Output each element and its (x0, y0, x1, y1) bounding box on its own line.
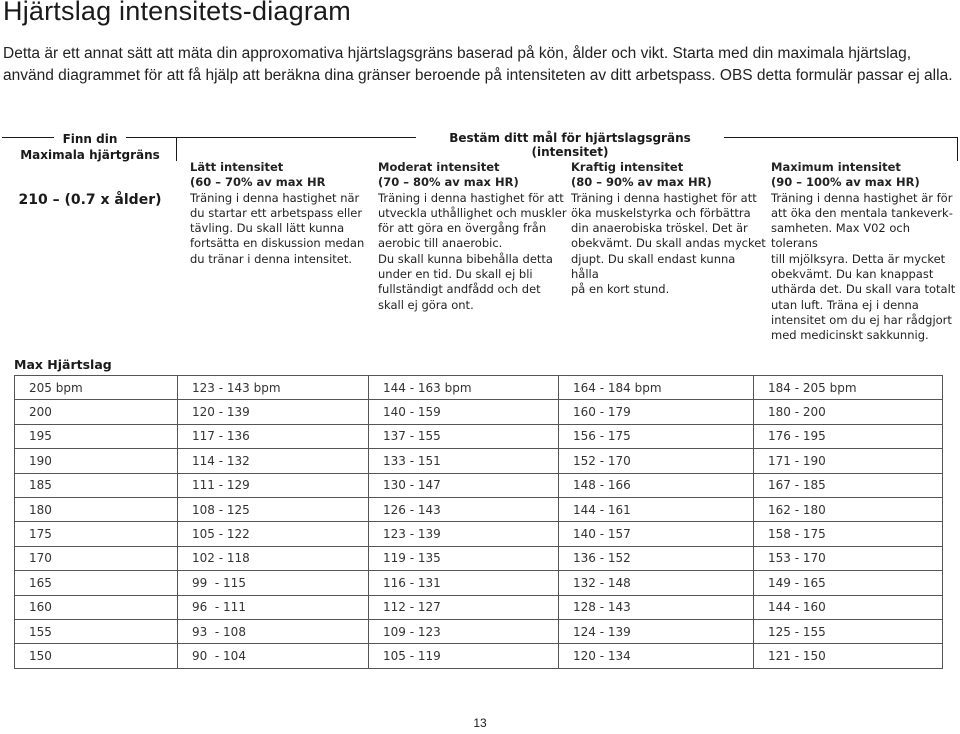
hr-range-cell: 120 - 134 (559, 644, 754, 668)
intensity-text-line: fortsätta en diskussion medan (190, 236, 365, 251)
hr-range-cell: 144 - 161 (559, 497, 754, 521)
hr-range-cell: 117 - 136 (178, 424, 369, 448)
intensity-text-line: med medicinskt sakkunnig. (771, 328, 929, 343)
hr-range-cell: 99 - 115 (178, 571, 369, 595)
hr-range-cell: 153 - 170 (754, 546, 943, 570)
max-hr-table-body (15, 376, 943, 669)
intensity-text-line: på en kort stund. (571, 282, 670, 297)
max-hr-cell: 160 (15, 595, 178, 619)
intensity-title: Lätt intensitet (190, 160, 284, 174)
intensity-text-line: för att göra en övergång från (378, 221, 547, 236)
intensity-text-line: intensitet om du ej har rådgjort (771, 312, 952, 327)
intensity-range: (80 – 90% av max HR) (571, 175, 712, 190)
hr-range-cell: 128 - 143 (559, 595, 754, 619)
hr-range-cell: 156 - 175 (559, 424, 754, 448)
table-row (15, 619, 943, 643)
hr-range-cell: 116 - 131 (369, 571, 559, 595)
hr-range-cell: 125 - 155 (754, 619, 943, 643)
hr-range-cell: 133 - 151 (369, 449, 559, 473)
bestam-heading: Bestäm ditt mål för hjärtslagsgräns (intensitet) (449, 131, 691, 159)
intensity-text-line: obekvämt. Du skall andas mycket (571, 236, 766, 251)
max-hr-cell: 175 (15, 522, 178, 546)
bestam-rule-vertical (957, 137, 958, 161)
hr-range-cell: 167 - 185 (754, 473, 943, 497)
hr-range-cell: 90 - 104 (178, 644, 369, 668)
intensity-range: (90 – 100% av max HR) (771, 175, 920, 190)
intensity-col-moderate (378, 160, 568, 313)
hr-range-cell: 109 - 123 (369, 619, 559, 643)
intensity-title: Kraftig intensitet (571, 160, 684, 174)
intensity-col-vigorous (571, 160, 766, 298)
intensity-text-line: Träning i denna hastighet för att (571, 190, 757, 205)
hr-range-cell: 119 - 135 (369, 546, 559, 570)
intensity-text-line: obekvämt. Du kan knappast (771, 267, 934, 282)
max-hr-table (14, 375, 943, 669)
intensity-text-line: djupt. Du skall endast kunna hålla (571, 251, 736, 282)
intensity-text-line: fullständigt andfådd och det (378, 282, 541, 297)
intro-paragraph: Detta är ett annat sätt att mäta din approxomativa hjärtslagsgräns baserad på kön, ålder och vikt. Starta med din maximala hjärtslag, använd diagrammet för att få hjälp att beräkna dina gränser beroende på intensiteten av ditt arbetspass. OBS detta formulär passar ej alla. (3, 45, 953, 84)
hr-range-cell: 123 - 143 bpm (178, 376, 369, 400)
hr-range-cell: 149 - 165 (754, 571, 943, 595)
max-hr-cell: 155 (15, 619, 178, 643)
intensity-col-light (190, 160, 370, 267)
hr-range-cell: 121 - 150 (754, 644, 943, 668)
table-row (15, 497, 943, 521)
table-row (15, 644, 943, 668)
intensity-text-line: öka muskelstyrka och förbättra (571, 205, 751, 220)
hr-range-cell: 158 - 175 (754, 522, 943, 546)
hr-range-cell: 140 - 159 (369, 400, 559, 424)
table-row (15, 522, 943, 546)
table-row (15, 449, 943, 473)
hr-range-cell: 93 - 108 (178, 619, 369, 643)
intensity-title: Maximum intensitet (771, 160, 901, 174)
intensity-text-line: Träning i denna hastighet när (190, 190, 360, 205)
max-hr-cell: 180 (15, 497, 178, 521)
intensity-text-line: samheten. Max V02 och tolerans (771, 221, 911, 251)
max-hr-cell: 195 (15, 424, 178, 448)
hr-range-cell: 136 - 152 (559, 546, 754, 570)
hr-range-cell: 160 - 179 (559, 400, 754, 424)
intensity-text-line: aerobic till anaerobic. (378, 236, 503, 251)
intensity-text-line: Träning i denna hastighet är för (771, 190, 953, 205)
max-hr-cell: 205 bpm (15, 376, 178, 400)
max-hr-cell: 165 (15, 571, 178, 595)
hr-range-cell: 105 - 119 (369, 644, 559, 668)
intensity-text-line: du startar ett arbetspass eller (190, 205, 363, 220)
hr-range-cell: 180 - 200 (754, 400, 943, 424)
hr-range-cell: 130 - 147 (369, 473, 559, 497)
intensity-text-line: du tränar i denna intensitet. (190, 251, 353, 266)
max-hr-cell: 170 (15, 546, 178, 570)
max-hr-cell: 200 (15, 400, 178, 424)
table-row (15, 473, 943, 497)
max-hr-cell: 185 (15, 473, 178, 497)
hr-range-cell: 148 - 166 (559, 473, 754, 497)
intensity-text-line: utan luft. Träna ej i denna (771, 297, 919, 312)
finn-din-line2: Maximala hjärtgräns (20, 148, 160, 162)
hr-range-cell: 144 - 160 (754, 595, 943, 619)
hr-range-cell: 102 - 118 (178, 546, 369, 570)
hr-range-cell: 137 - 155 (369, 424, 559, 448)
intensity-text-line: att öka den mentala tankeverk- (771, 205, 953, 220)
hr-range-cell: 152 - 170 (559, 449, 754, 473)
intensity-text-line: skall ej göra ont. (378, 297, 474, 312)
page-title: Hjärtslag intensitets-diagram (3, 0, 351, 26)
hr-range-cell: 120 - 139 (178, 400, 369, 424)
page-number: 13 (473, 716, 487, 730)
hr-range-cell: 176 - 195 (754, 424, 943, 448)
hr-range-cell: 132 - 148 (559, 571, 754, 595)
hr-range-cell: 144 - 163 bpm (369, 376, 559, 400)
hr-range-cell: 124 - 139 (559, 619, 754, 643)
max-hr-cell: 150 (15, 644, 178, 668)
max-hr-cell: 190 (15, 449, 178, 473)
intensity-text-line: utveckla uthållighet och muskler (378, 205, 567, 220)
intensity-text-line: uthärda det. Du skall vara totalt (771, 282, 956, 297)
intensity-text-line: Du skall kunna bibehålla detta (378, 251, 553, 266)
hr-range-cell: 171 - 190 (754, 449, 943, 473)
hr-range-cell: 123 - 139 (369, 522, 559, 546)
table-row (15, 546, 943, 570)
intensity-range: (60 – 70% av max HR (190, 175, 326, 190)
intensity-col-maximum (771, 160, 957, 344)
bestam-rule-left (176, 137, 416, 138)
intensity-text-line: tävling. Du skall lätt kunna (190, 221, 345, 236)
hr-range-cell: 111 - 129 (178, 473, 369, 497)
hr-range-cell: 162 - 180 (754, 497, 943, 521)
max-hr-formula: 210 – (0.7 x ålder) (18, 192, 162, 208)
hr-range-cell: 96 - 111 (178, 595, 369, 619)
table-row (15, 376, 943, 400)
hr-range-cell: 164 - 184 bpm (559, 376, 754, 400)
table-row (15, 571, 943, 595)
max-hr-table-label: Max Hjärtslag (14, 357, 112, 372)
hr-range-cell: 184 - 205 bpm (754, 376, 943, 400)
table-row (15, 424, 943, 448)
finn-din-heading (12, 131, 168, 163)
hr-range-cell: 112 - 127 (369, 595, 559, 619)
intensity-text-line: under en tid. Du skall ej bli (378, 267, 533, 282)
finn-din-line1: Finn din (62, 132, 118, 146)
hr-range-cell: 108 - 125 (178, 497, 369, 521)
hr-range-cell: 126 - 143 (369, 497, 559, 521)
intensity-range: (70 – 80% av max HR) (378, 175, 519, 190)
hr-range-cell: 105 - 122 (178, 522, 369, 546)
intensity-title: Moderat intensitet (378, 160, 500, 174)
hr-range-cell: 114 - 132 (178, 449, 369, 473)
intensity-text-line: till mjölksyra. Detta är mycket (771, 251, 946, 266)
hr-range-cell: 140 - 157 (559, 522, 754, 546)
table-row (15, 400, 943, 424)
table-row (15, 595, 943, 619)
intensity-text-line: din anaerobiska tröskel. Det är (571, 221, 748, 236)
finn-rule-vertical (176, 137, 177, 161)
bestam-rule-right (724, 137, 958, 138)
intensity-text-line: Träning i denna hastighet för att (378, 190, 564, 205)
